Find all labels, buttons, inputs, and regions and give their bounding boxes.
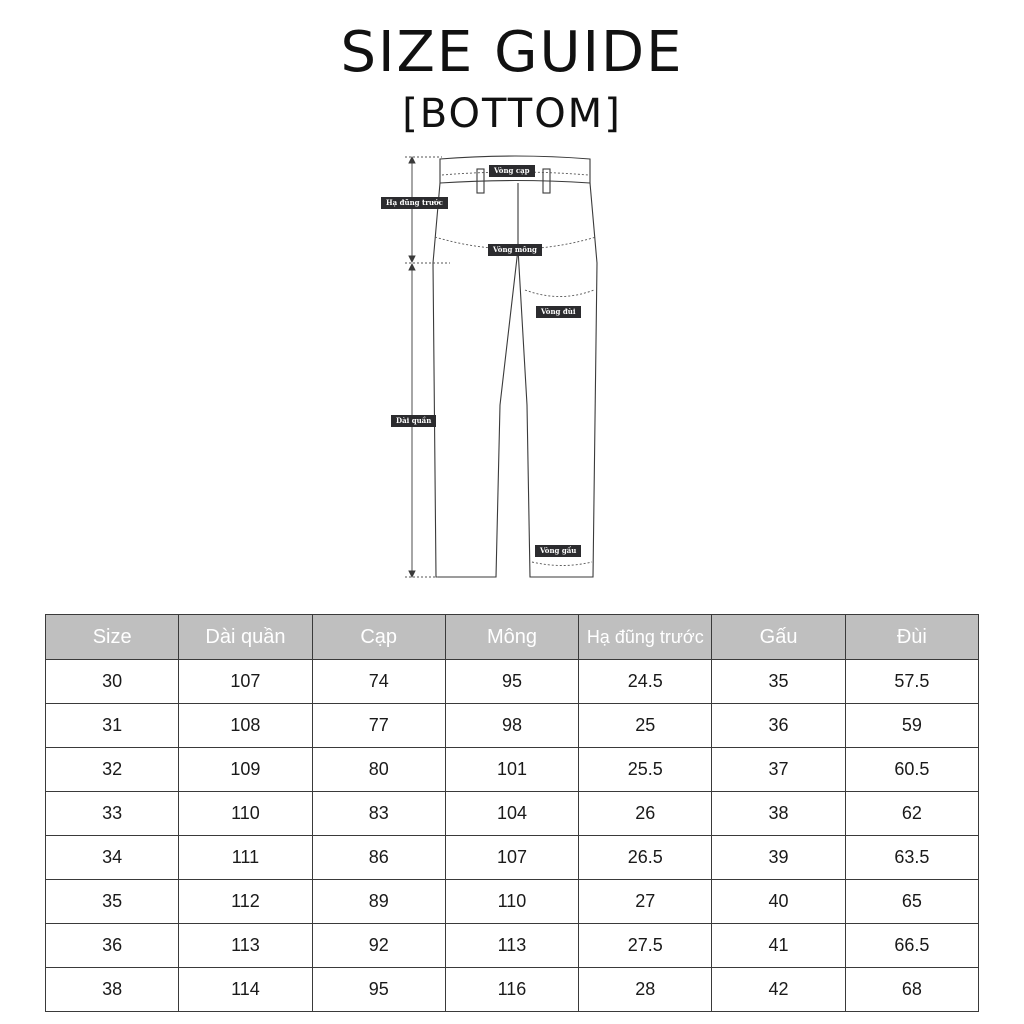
- cell-hem: 40: [712, 880, 845, 924]
- page-subtitle: [BOTTOM]: [402, 91, 622, 137]
- cell-hem: 41: [712, 924, 845, 968]
- cell-hem: 38: [712, 792, 845, 836]
- cell-waist: 86: [312, 836, 445, 880]
- cell-thigh: 68: [845, 968, 978, 1012]
- pants-diagram: [360, 145, 660, 585]
- cell-size: 33: [46, 792, 179, 836]
- cell-front-rise: 27: [579, 880, 712, 924]
- label-thigh: Vòng đùi: [536, 306, 581, 318]
- table-row: [46, 792, 979, 836]
- cell-hip: 116: [445, 968, 578, 1012]
- table-row: [46, 704, 979, 748]
- cell-size: 34: [46, 836, 179, 880]
- cell-length: 110: [179, 792, 312, 836]
- header-waist: Cạp: [312, 615, 445, 660]
- cell-front-rise: 25.5: [579, 748, 712, 792]
- cell-waist: 89: [312, 880, 445, 924]
- rise-arrow-top: [409, 157, 415, 163]
- cell-hip: 107: [445, 836, 578, 880]
- table-row: [46, 924, 979, 968]
- hem-dash: [532, 562, 592, 566]
- length-arrow-top: [409, 264, 415, 270]
- label-waist: Vòng cạp: [489, 165, 535, 177]
- header-hip: Mông: [445, 615, 578, 660]
- cell-front-rise: 27.5: [579, 924, 712, 968]
- cell-hip: 110: [445, 880, 578, 924]
- label-length: Dài quần: [391, 415, 436, 427]
- cell-length: 112: [179, 880, 312, 924]
- table-row: [46, 880, 979, 924]
- cell-length: 111: [179, 836, 312, 880]
- cell-thigh: 59: [845, 704, 978, 748]
- header-thigh: Đùi: [845, 615, 978, 660]
- cell-front-rise: 28: [579, 968, 712, 1012]
- table-row: [46, 660, 979, 704]
- pants-illustration: [360, 145, 660, 585]
- cell-waist: 80: [312, 748, 445, 792]
- cell-thigh: 66.5: [845, 924, 978, 968]
- cell-hem: 39: [712, 836, 845, 880]
- cell-thigh: 57.5: [845, 660, 978, 704]
- cell-waist: 74: [312, 660, 445, 704]
- thigh-dash: [525, 290, 594, 297]
- cell-hem: 42: [712, 968, 845, 1012]
- cell-size: 32: [46, 748, 179, 792]
- cell-hem: 35: [712, 660, 845, 704]
- right-leg-outline: [518, 183, 597, 577]
- cell-hip: 95: [445, 660, 578, 704]
- label-front-rise: Hạ đũng trước: [381, 197, 448, 209]
- cell-hip: 113: [445, 924, 578, 968]
- cell-thigh: 63.5: [845, 836, 978, 880]
- cell-hip: 98: [445, 704, 578, 748]
- cell-length: 114: [179, 968, 312, 1012]
- cell-waist: 95: [312, 968, 445, 1012]
- cell-front-rise: 25: [579, 704, 712, 748]
- cell-hip: 104: [445, 792, 578, 836]
- table-row: [46, 748, 979, 792]
- cell-front-rise: 26.5: [579, 836, 712, 880]
- cell-hip: 101: [445, 748, 578, 792]
- cell-length: 107: [179, 660, 312, 704]
- label-hip: Vòng mông: [488, 244, 542, 256]
- cell-length: 109: [179, 748, 312, 792]
- header-size: Size: [46, 615, 179, 660]
- cell-waist: 77: [312, 704, 445, 748]
- cell-waist: 92: [312, 924, 445, 968]
- rise-arrow-bottom: [409, 256, 415, 262]
- cell-size: 38: [46, 968, 179, 1012]
- cell-front-rise: 26: [579, 792, 712, 836]
- table-row: [46, 968, 979, 1012]
- header-front-rise: Hạ đũng trước: [579, 615, 712, 660]
- cell-size: 35: [46, 880, 179, 924]
- cell-size: 36: [46, 924, 179, 968]
- table-row: [46, 836, 979, 880]
- cell-hem: 37: [712, 748, 845, 792]
- page-title: SIZE GUIDE: [340, 20, 684, 85]
- left-leg-outline: [433, 183, 518, 577]
- cell-hem: 36: [712, 704, 845, 748]
- cell-front-rise: 24.5: [579, 660, 712, 704]
- size-table: [45, 614, 979, 1012]
- cell-size: 31: [46, 704, 179, 748]
- label-hem: Vòng gấu: [535, 545, 581, 557]
- cell-thigh: 60.5: [845, 748, 978, 792]
- cell-size: 30: [46, 660, 179, 704]
- cell-length: 113: [179, 924, 312, 968]
- cell-thigh: 65: [845, 880, 978, 924]
- header-length: Dài quần: [179, 615, 312, 660]
- cell-length: 108: [179, 704, 312, 748]
- cell-thigh: 62: [845, 792, 978, 836]
- length-arrow-bottom: [409, 571, 415, 577]
- header-hem: Gấu: [712, 615, 845, 660]
- cell-waist: 83: [312, 792, 445, 836]
- table-header-row: [46, 615, 979, 660]
